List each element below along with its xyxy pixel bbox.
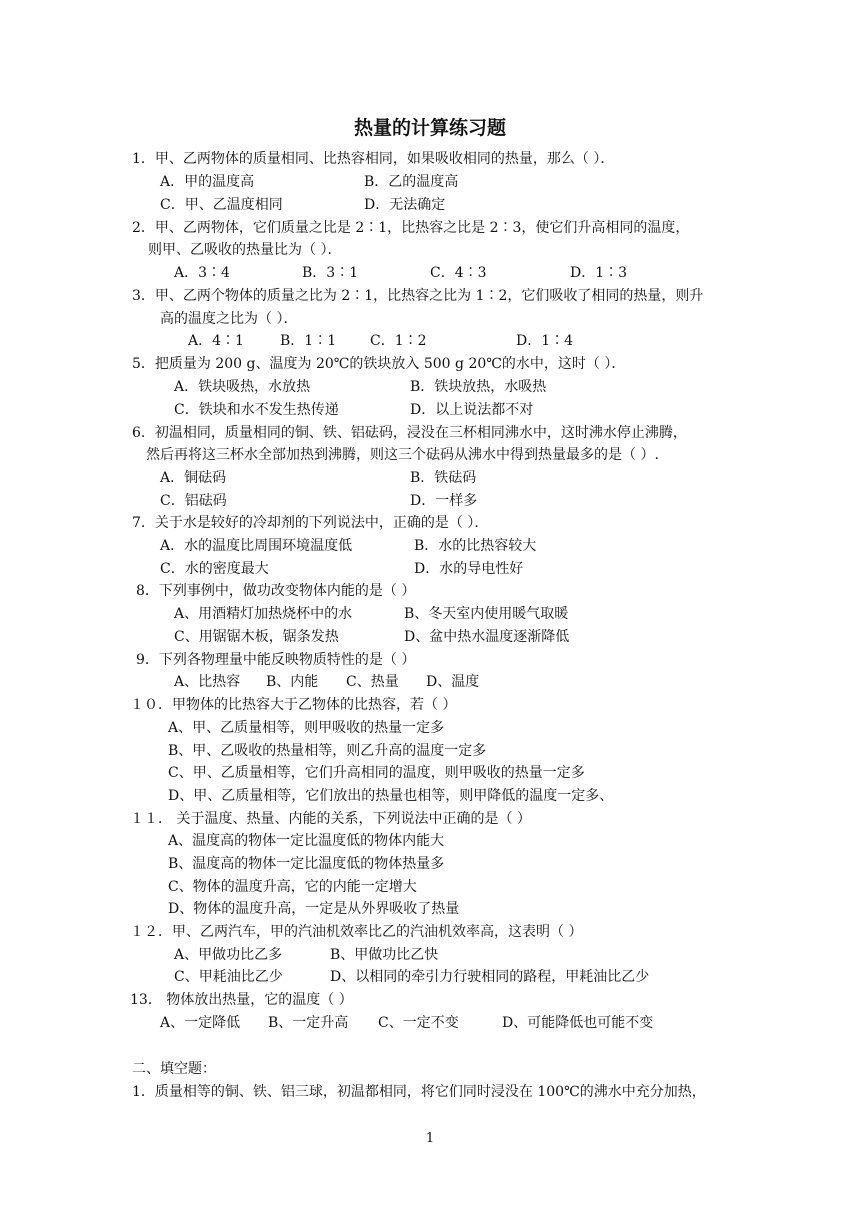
option-d: D．水的导电性好 bbox=[414, 561, 524, 577]
option-b: B．铁砝码 bbox=[410, 470, 477, 486]
question-11-stem: １１． 关于温度、热量、内能的关系，下列说法中正确的是（ ） bbox=[130, 811, 531, 827]
option-d: D、温度 bbox=[426, 674, 480, 690]
question-2-stem-cont: 则甲、乙吸收的热量比为（ ）． bbox=[148, 242, 342, 258]
question-10-stem: １０．甲物体的比热容大于乙物体的比热容，若（ ） bbox=[130, 697, 457, 713]
option-a: A、比热容 bbox=[174, 674, 241, 690]
option-a: A、甲、乙质量相等，则甲吸收的热量一定多 bbox=[168, 720, 445, 736]
question-3-stem-cont: 高的温度之比为（ ）． bbox=[160, 311, 298, 327]
option-c: C、一定不变 bbox=[378, 1015, 459, 1031]
option-b: B、冬天室内使用暖气取暖 bbox=[404, 606, 569, 622]
option-b: B、内能 bbox=[266, 674, 319, 690]
option-a: A、温度高的物体一定比温度低的物体内能大 bbox=[168, 833, 445, 849]
option-a: A、甲做功比乙多 bbox=[174, 947, 283, 963]
option-a: A．甲的温度高 bbox=[160, 174, 255, 190]
option-a: A．4∶1 bbox=[188, 333, 244, 349]
page-number: 1 bbox=[425, 1131, 435, 1146]
option-a: A．3∶4 bbox=[174, 265, 230, 281]
question-8-stem: 8．下列事例中，做功改变物体内能的是（ ） bbox=[136, 583, 416, 599]
option-d: D、可能降低也可能不变 bbox=[502, 1015, 654, 1031]
option-b: B．1∶1 bbox=[280, 333, 337, 349]
option-b: B．3∶1 bbox=[302, 265, 359, 281]
option-c: C．铝砝码 bbox=[160, 493, 227, 509]
question-6-stem: 6．初温相同，质量相同的铜、铁、铝砝码，浸没在三杯相同沸水中，这时沸水停止沸腾， bbox=[132, 425, 687, 441]
option-c: C、甲、乙质量相等，它们升高相同的温度，则甲吸收的热量一定多 bbox=[168, 765, 585, 781]
question-9-stem: 9．下列各物理量中能反映物质特性的是（ ） bbox=[136, 652, 416, 668]
option-d: D．以上说法都不对 bbox=[410, 402, 534, 418]
question-6-stem-cont: 然后再将这三杯水全部加热到沸腾，则这三个砝码从沸水中得到热量最多的是（ ）. bbox=[146, 447, 659, 463]
option-d: D．1∶4 bbox=[516, 333, 574, 349]
option-c: C、物体的温度升高，它的内能一定增大 bbox=[168, 879, 417, 895]
option-b: B、甲、乙吸收的热量相等，则乙升高的温度一定多 bbox=[168, 743, 487, 759]
question-7-stem: 7．关于水是较好的冷却剂的下列说法中，正确的是（ ）． bbox=[132, 515, 489, 531]
section-heading: 二、填空题： bbox=[132, 1061, 216, 1077]
option-c: C、用锯锯木板，锯条发热 bbox=[174, 629, 339, 645]
option-b: B．乙的温度高 bbox=[364, 174, 459, 190]
option-d: D．一样多 bbox=[410, 493, 478, 509]
option-c: C．水的密度最大 bbox=[160, 561, 269, 577]
option-c: C．铁块和水不发生热传递 bbox=[174, 402, 339, 418]
option-c: C、甲耗油比乙少 bbox=[174, 969, 283, 985]
option-d: D．1∶3 bbox=[570, 265, 628, 281]
option-c: C．1∶2 bbox=[370, 333, 427, 349]
option-d: D、盆中热水温度逐渐降低 bbox=[404, 629, 570, 645]
fill-question-1: 1．质量相等的铜、铁、铝三球，初温都相同，将它们同时浸没在 100℃的沸水中充分加热， bbox=[132, 1084, 706, 1100]
option-a: A、一定降低 bbox=[160, 1015, 241, 1031]
option-b: B．铁块放热，水吸热 bbox=[410, 379, 547, 395]
option-d: D、甲、乙质量相等，它们放出的热量也相等，则甲降低的温度一定多、 bbox=[168, 788, 614, 804]
question-2-stem: 2．甲、乙两物体，它们质量之比是 2∶1，比热容之比是 2∶3，使它们升高相同的温度， bbox=[132, 220, 690, 236]
question-13-stem: 13． 物体放出热量，它的温度（ ） bbox=[130, 992, 353, 1008]
option-a: A、用酒精灯加热烧杯中的水 bbox=[174, 606, 353, 622]
option-a: A．铁块吸热，水放热 bbox=[174, 379, 311, 395]
question-12-stem: １２．甲、乙两汽车，甲的汽油机效率比乙的汽油机效率高，这表明（ ） bbox=[130, 924, 583, 940]
option-d: D．无法确定 bbox=[364, 197, 446, 213]
question-1-stem: 1．甲、乙两物体的质量相同、比热容相同，如果吸收相同的热量，那么（ ）． bbox=[132, 151, 615, 167]
option-b: B、温度高的物体一定比温度低的物体热量多 bbox=[168, 856, 445, 872]
page-title: 热量的计算练习题 bbox=[353, 117, 506, 139]
option-d: D、以相同的牵引力行驶相同的路程，甲耗油比乙少 bbox=[330, 969, 650, 985]
option-c: C、热量 bbox=[346, 674, 399, 690]
option-b: B．水的比热容较大 bbox=[414, 538, 537, 554]
option-b: B、一定升高 bbox=[268, 1015, 349, 1031]
option-c: C．甲、乙温度相同 bbox=[160, 197, 283, 213]
option-a: A．铜砝码 bbox=[160, 470, 227, 486]
option-a: A．水的温度比周围环境温度低 bbox=[160, 538, 353, 554]
question-5-stem: 5．把质量为 200 g、温度为 20℃的铁块放入 500 g 20℃的水中，这时（ ）． bbox=[132, 356, 626, 372]
option-c: C．4∶3 bbox=[430, 265, 487, 281]
option-d: D、物体的温度升高，一定是从外界吸收了热量 bbox=[168, 901, 460, 917]
option-b: B、甲做功比乙快 bbox=[330, 947, 439, 963]
question-3-stem: 3．甲、乙两个物体的质量之比为 2∶1，比热容之比为 1∶2，它们吸收了相同的热量，则升 bbox=[132, 288, 704, 304]
